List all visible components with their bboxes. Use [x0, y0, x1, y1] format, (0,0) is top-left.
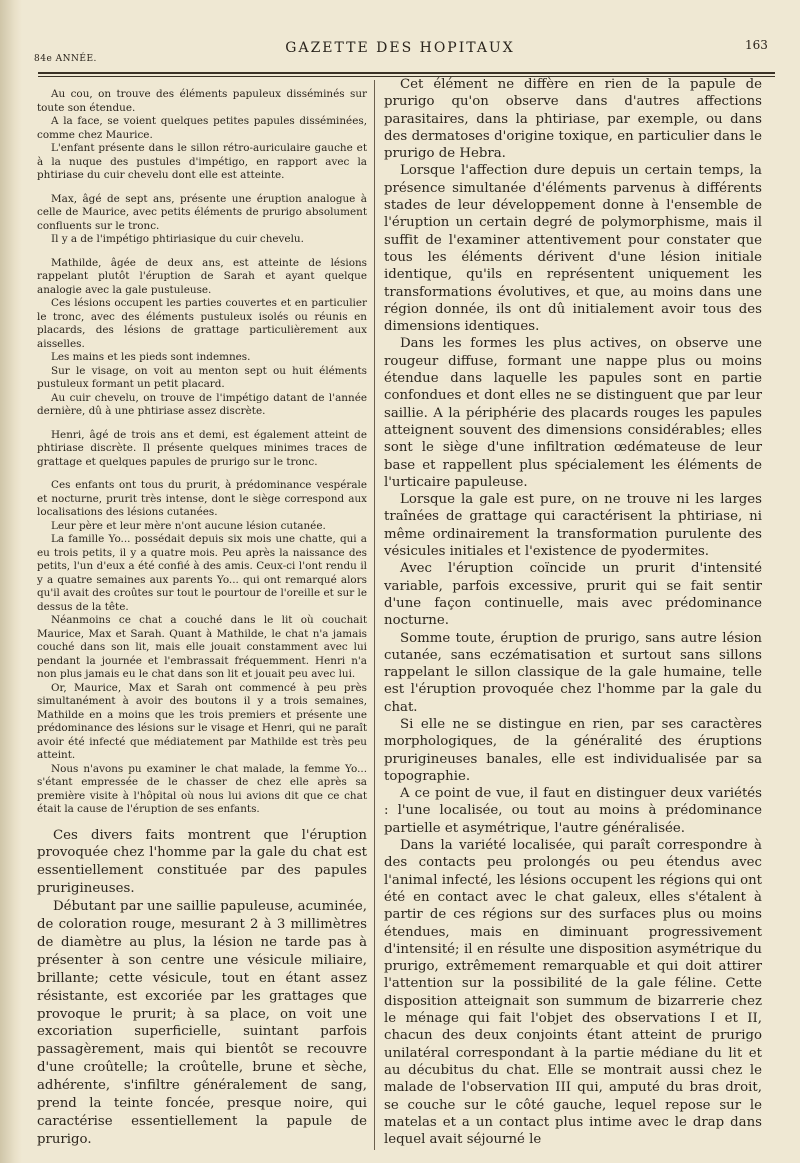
paragraph: Lorsque la gale est pure, on ne trouve ni les larges traînées de grattage qui caractérisent la phtiriase, ni même ordinairement la transformation purulente des vésicules initiales et l'existence de pyodermites. [384, 492, 762, 560]
paragraph: Ces lésions occupent les parties couvertes et en particulier le tronc, avec des éléments pustuleux isolés ou réunis en placards, des lésions de grattage particulièrement aux aisselles. [37, 297, 367, 350]
paragraph: La famille Yo... possédait depuis six mois une chatte, qui a eu trois petits, il y a quatre mois. Peu après la naissance des petits, l'un d'eux a été confié à des amis. Ceux-ci l'ont rendu il y a quatre semaines aux parents Yo... qui ont remarqué alors qu'il avait des croûtes sur tout le pourtour de l'oreille et sur le dessus de la tête. [37, 533, 367, 613]
paragraph: A la face, se voient quelques petites papules disséminées, comme chez Maurice. [37, 115, 367, 141]
paragraph: Mathilde, âgée de deux ans, est atteinte de lésions rappelant plutôt l'éruption de Sarah et ayant quelque analogie avec la gale pustuleuse. [37, 256, 367, 296]
paragraph: Avec l'éruption coïncide un prurit d'intensité variable, parfois excessive, prurit qui se fait sentir d'une façon continuelle, mais avec prédominance nocturne. [384, 561, 762, 629]
paragraph-gap [37, 247, 367, 257]
paragraph-gap [37, 419, 367, 429]
right-column [384, 76, 762, 1148]
paragraph: L'enfant présente dans le sillon rétro-auriculaire gauche et à la nuque des pustules d'impétigo, en rapport avec la phtiriase du cuir chevelu dont elle est atteinte. [37, 142, 367, 181]
header-rule [38, 72, 775, 74]
paragraph: Dans la variété localisée, qui paraît correspondre à des contacts peu prolongés ou peu étendus avec l'animal infecté, les lésions occupent les régions qui ont été en contact avec le chat galeux, elles s'étalent à partir de ces régions sur des surfaces plus ou moins étendues, mais en diminuant progressivement d'intensité; il en résulte une disposition asymétrique du prurigo, extrêmement remarquable et qui doit attirer l'attention sur la possibilité de la gale féline. Cette disposition atteignait son summum de bizarrerie chez le ménage qui fait l'objet des observations I et II, chacun des deux conjoints étant atteint de prurigo unilatéral correspondant à la partie médiane du lit et au décubitus du chat. Elle se montrait aussi chez le malade de l'observation III qui, amputé du bras droit, se couche sur le côté gauche, lequel repose sur le matelas et a un contact plus intime avec le drap dans lequel avait séjourné le [384, 838, 762, 1148]
gazette-title: GAZETTE DES HOPITAUX [285, 40, 515, 56]
paragraph-gap [37, 817, 367, 827]
paragraph: Au cou, on trouve des éléments papuleux disséminés sur toute son étendue. [37, 88, 367, 114]
paragraph: Débutant par une saillie papuleuse, acuminée, de coloration rouge, mesurant 2 à 3 millimètres de diamètre au plus, la lésion ne tarde pas à présenter à son centre une vésicule miliaire, brillante; cette vésicule, tout en étant assez résistante, est excoriée par les grattages que provoque le prurit; à sa place, on voit une excoriation superficielle, suintant parfois passagèrement, mais qui bientôt se recouvre d'une croûtelle; la croûtelle, brune et sèche, adhérente, s'infiltre généralement de sang, prend la teinte foncée, presque noire, qui caractérise essentiellement la papule de prurigo. [37, 899, 367, 1147]
paragraph: Dans les formes les plus actives, on observe une rougeur diffuse, formant une nappe plus ou moins étendue dans laquelle les papules sont en partie confondues et dont elles ne se distinguent que par leur saillie. A la périphérie des placards rouges les papules atteignent souvent des dimensions considérables; elles sont le siège d'une infiltration œdémateuse de leur base et rappellent plus spécialement les éléments de l'urticaire papuleuse. [384, 336, 762, 490]
left-column [37, 88, 367, 1149]
page-number: 163 [745, 38, 768, 52]
paragraph: Si elle ne se distingue en rien, par ses caractères morphologiques, de la généralité des éruptions prurigineuses banales, elle est individualisée par sa topographie. [384, 716, 762, 784]
column-divider [374, 80, 375, 1150]
paragraph: Max, âgé de sept ans, présente une éruption analogue à celle de Maurice, avec petits éléments de prurigo absolument confluents sur le tronc. [37, 192, 367, 232]
paragraph: Nous n'avons pu examiner le chat malade, la femme Yo... s'étant empressée de le chasser de chez elle après sa première visite à l'hôpital où nous lui avions dit que ce chat était la cause de l'éruption de ses enfants. [37, 762, 367, 815]
paragraph: Lorsque l'affection dure depuis un certain temps, la présence simultanée d'éléments parvenus à différents stades de leur développement donne à l'ensemble de l'éruption un certain degré de polymorphisme, mais il suffit de l'examiner attentivement pour constater que tous les éléments dérivent d'une lésion initiale identique, qu'ils en représentent uniquement les transformations évolutives, et que, au moins dans une région donnée, ils ont dû initialement avoir tous des dimensions identiques. [384, 163, 762, 335]
paragraph: Leur père et leur mère n'ont aucune lésion cutanée. [51, 519, 326, 532]
paragraph-gap [37, 183, 367, 193]
paragraph: Les mains et les pieds sont indemnes. [51, 351, 251, 363]
paragraph: Sur le visage, on voit au menton sept ou huit éléments pustuleux formant un petit placard. [37, 364, 367, 390]
paragraph: Somme toute, éruption de prurigo, sans autre lésion cutanée, sans eczématisation et surtout sans sillons rappelant le sillon classique de la gale humaine, telle est l'éruption provoquée chez l'homme par la gale du chat. [384, 630, 762, 715]
paragraph: Ces divers faits montrent que l'éruption provoquée chez l'homme par la gale du chat est essentiellement constituée par des papules prurigineuses. [37, 827, 367, 897]
paragraph: Ces enfants ont tous du prurit, à prédominance vespérale et nocturne, prurit très intense, dont le siège correspond aux localisations des lésions cutanées. [37, 479, 367, 518]
paragraph: Il y a de l'impétigo phtiriasique du cuir chevelu. [51, 233, 304, 245]
edition-label: 84e ANNÉE. [34, 54, 97, 64]
paragraph-gap [37, 469, 367, 479]
paragraph: Cet élément ne diffère en rien de la papule de prurigo qu'on observe dans d'autres affections parasitaires, dans la phtiriase, par exemple, ou dans des dermatoses d'origine toxique, en particulier dans le prurigo de Hebra. [384, 77, 762, 162]
paragraph: Au cuir chevelu, on trouve de l'impétigo datant de l'année dernière, dû à une phtiriase assez discrète. [37, 391, 367, 417]
paragraph: Néanmoins ce chat a couché dans le lit où couchait Maurice, Max et Sarah. Quant à Mathilde, le chat n'a jamais couché dans son lit, mais elle jouait constamment avec lui pendant la journée et l'embrassait fréquemment. Henri n'a non plus jamais eu le chat dans son lit et jouait peu avec lui. [37, 614, 367, 680]
paragraph: Or, Maurice, Max et Sarah ont commencé à peu près simultanément à avoir des boutons il y a trois semaines, Mathilde en a moins que les trois premiers et présente une prédominance des lésions sur le visage et Henri, qui ne paraît avoir été infecté que médiatement par Mathilde est très peu atteint. [37, 681, 367, 761]
paragraph: A ce point de vue, il faut en distinguer deux variétés : l'une localisée, ou tout au moins à prédominance partielle et asymétrique, l'autre généralisée. [384, 786, 762, 836]
page-edge-shadow [0, 0, 22, 1163]
paragraph: Henri, âgé de trois ans et demi, est également atteint de phtiriase discrète. Il présente quelques minimes traces de grattage et quelques papules de prurigo sur le tronc. [37, 428, 367, 468]
